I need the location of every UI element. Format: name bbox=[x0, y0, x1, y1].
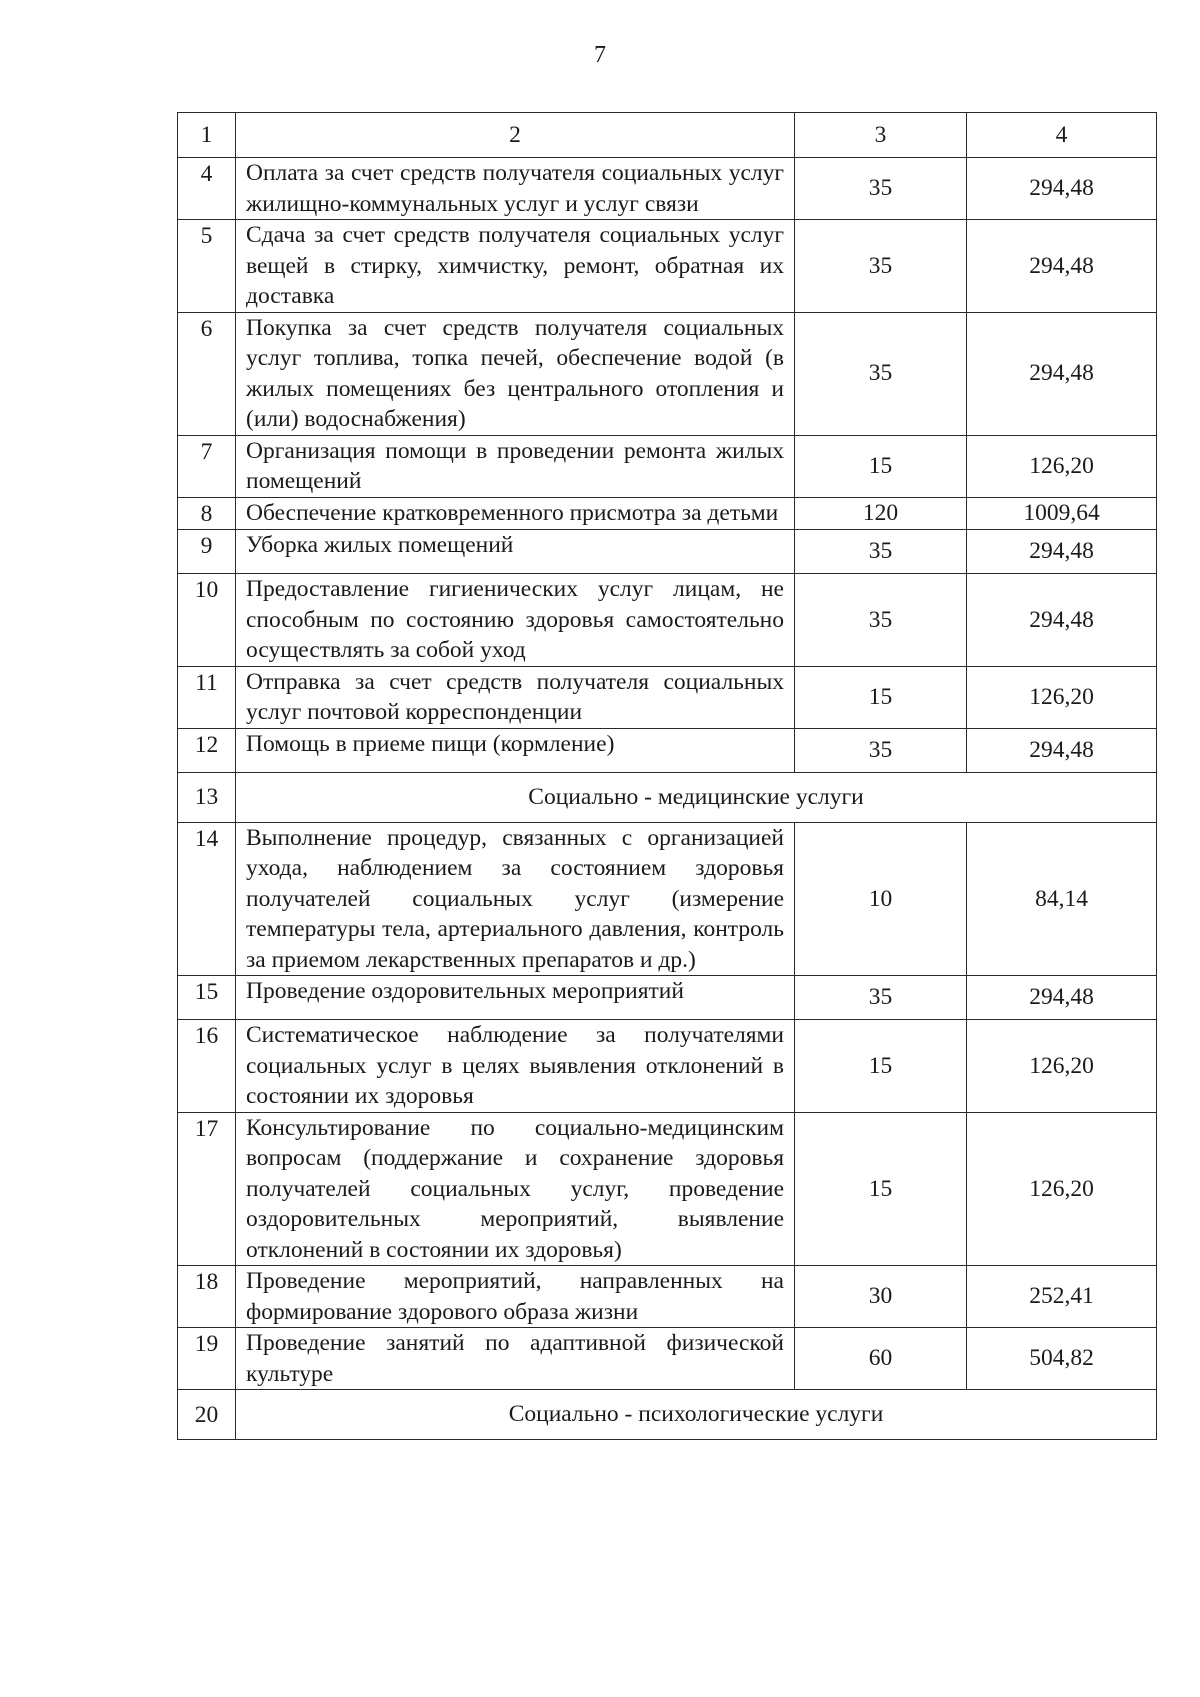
column-header-number: 1 bbox=[178, 113, 236, 158]
service-cost: 504,82 bbox=[967, 1328, 1157, 1390]
table-header-row bbox=[178, 113, 1157, 158]
service-name: Выполнение процедур, связанных с организацией ухода, наблюдением за состоянием здоровья получателей социальных услуг (измерение температуры тела, артериального давления, контроль за приемом лекарственных препаратов и др.) bbox=[236, 822, 795, 976]
row-number: 19 bbox=[178, 1328, 236, 1390]
table-row bbox=[178, 158, 1157, 220]
service-cost: 294,48 bbox=[967, 530, 1157, 574]
service-time: 30 bbox=[795, 1266, 967, 1328]
service-name: Проведение занятий по адаптивной физической культуре bbox=[236, 1328, 795, 1390]
service-name: Систематическое наблюдение за получателями социальных услуг в целях выявления отклонений в состоянии их здоровья bbox=[236, 1020, 795, 1113]
service-name: Уборка жилых помещений bbox=[236, 530, 795, 574]
service-cost: 294,48 bbox=[967, 312, 1157, 435]
row-number: 17 bbox=[178, 1112, 236, 1266]
table-row bbox=[178, 530, 1157, 574]
service-name: Проведение мероприятий, направленных на формирование здорового образа жизни bbox=[236, 1266, 795, 1328]
table-row bbox=[178, 497, 1157, 530]
service-time: 15 bbox=[795, 666, 967, 728]
column-header-cost: 4 bbox=[967, 113, 1157, 158]
service-cost: 126,20 bbox=[967, 666, 1157, 728]
service-time: 35 bbox=[795, 574, 967, 667]
service-time: 35 bbox=[795, 530, 967, 574]
service-cost: 126,20 bbox=[967, 1020, 1157, 1113]
service-time: 15 bbox=[795, 435, 967, 497]
table-row bbox=[178, 1112, 1157, 1266]
service-time: 10 bbox=[795, 822, 967, 976]
row-number: 9 bbox=[178, 530, 236, 574]
service-time: 35 bbox=[795, 220, 967, 313]
service-time: 35 bbox=[795, 158, 967, 220]
table-row bbox=[178, 435, 1157, 497]
service-cost: 294,48 bbox=[967, 976, 1157, 1020]
service-name: Консультирование по социально-медицинским вопросам (поддержание и сохранение здоровья получателей социальных услуг, проведение оздоровительных мероприятий, выявление отклонений в состоянии их здоровья) bbox=[236, 1112, 795, 1266]
service-cost: 294,48 bbox=[967, 574, 1157, 667]
row-number: 15 bbox=[178, 976, 236, 1020]
row-number: 11 bbox=[178, 666, 236, 728]
table-row bbox=[178, 666, 1157, 728]
row-number: 18 bbox=[178, 1266, 236, 1328]
table-row bbox=[178, 574, 1157, 667]
table-row bbox=[178, 822, 1157, 976]
column-header-time: 3 bbox=[795, 113, 967, 158]
table-row bbox=[178, 312, 1157, 435]
service-cost: 126,20 bbox=[967, 1112, 1157, 1266]
table-row bbox=[178, 220, 1157, 313]
service-cost: 1009,64 bbox=[967, 497, 1157, 530]
row-number: 5 bbox=[178, 220, 236, 313]
service-time: 35 bbox=[795, 976, 967, 1020]
service-name: Проведение оздоровительных мероприятий bbox=[236, 976, 795, 1020]
service-cost: 294,48 bbox=[967, 728, 1157, 772]
service-time: 120 bbox=[795, 497, 967, 530]
service-name: Покупка за счет средств получателя социальных услуг топлива, топка печей, обеспечение водой (в жилых помещениях без центрального отопления и (или) водоснабжения) bbox=[236, 312, 795, 435]
service-cost: 126,20 bbox=[967, 435, 1157, 497]
service-name: Оплата за счет средств получателя социальных услуг жилищно-коммунальных услуг и услуг связи bbox=[236, 158, 795, 220]
row-number: 12 bbox=[178, 728, 236, 772]
service-time: 60 bbox=[795, 1328, 967, 1390]
service-cost: 84,14 bbox=[967, 822, 1157, 976]
table-row bbox=[178, 976, 1157, 1020]
table-row bbox=[178, 1328, 1157, 1390]
service-time: 35 bbox=[795, 728, 967, 772]
row-number: 14 bbox=[178, 822, 236, 976]
row-number: 4 bbox=[178, 158, 236, 220]
service-name: Сдача за счет средств получателя социальных услуг вещей в стирку, химчистку, ремонт, обратная их доставка bbox=[236, 220, 795, 313]
row-number: 8 bbox=[178, 497, 236, 530]
service-cost: 252,41 bbox=[967, 1266, 1157, 1328]
service-name: Помощь в приеме пищи (кормление) bbox=[236, 728, 795, 772]
service-name: Предоставление гигиенических услуг лицам, не способным по состоянию здоровья самостоятельно осуществлять за собой уход bbox=[236, 574, 795, 667]
service-time: 35 bbox=[795, 312, 967, 435]
section-title: Социально - психологические услуги bbox=[236, 1390, 1157, 1440]
row-number: 7 bbox=[178, 435, 236, 497]
section-row bbox=[178, 1390, 1157, 1440]
service-cost: 294,48 bbox=[967, 220, 1157, 313]
table-row bbox=[178, 728, 1157, 772]
row-number: 10 bbox=[178, 574, 236, 667]
table-row bbox=[178, 1020, 1157, 1113]
service-time: 15 bbox=[795, 1020, 967, 1113]
table-row bbox=[178, 1266, 1157, 1328]
section-title: Социально - медицинские услуги bbox=[236, 772, 1157, 822]
service-name: Отправка за счет средств получателя социальных услуг почтовой корреспонденции bbox=[236, 666, 795, 728]
service-cost: 294,48 bbox=[967, 158, 1157, 220]
section-row bbox=[178, 772, 1157, 822]
row-number: 16 bbox=[178, 1020, 236, 1113]
service-time: 15 bbox=[795, 1112, 967, 1266]
row-number: 6 bbox=[178, 312, 236, 435]
row-number: 20 bbox=[178, 1390, 236, 1440]
page-number: 7 bbox=[594, 42, 606, 68]
service-name: Обеспечение кратковременного присмотра за детьми bbox=[236, 497, 795, 530]
services-table bbox=[177, 112, 1157, 1440]
column-header-service: 2 bbox=[236, 113, 795, 158]
row-number: 13 bbox=[178, 772, 236, 822]
service-name: Организация помощи в проведении ремонта жилых помещений bbox=[236, 435, 795, 497]
